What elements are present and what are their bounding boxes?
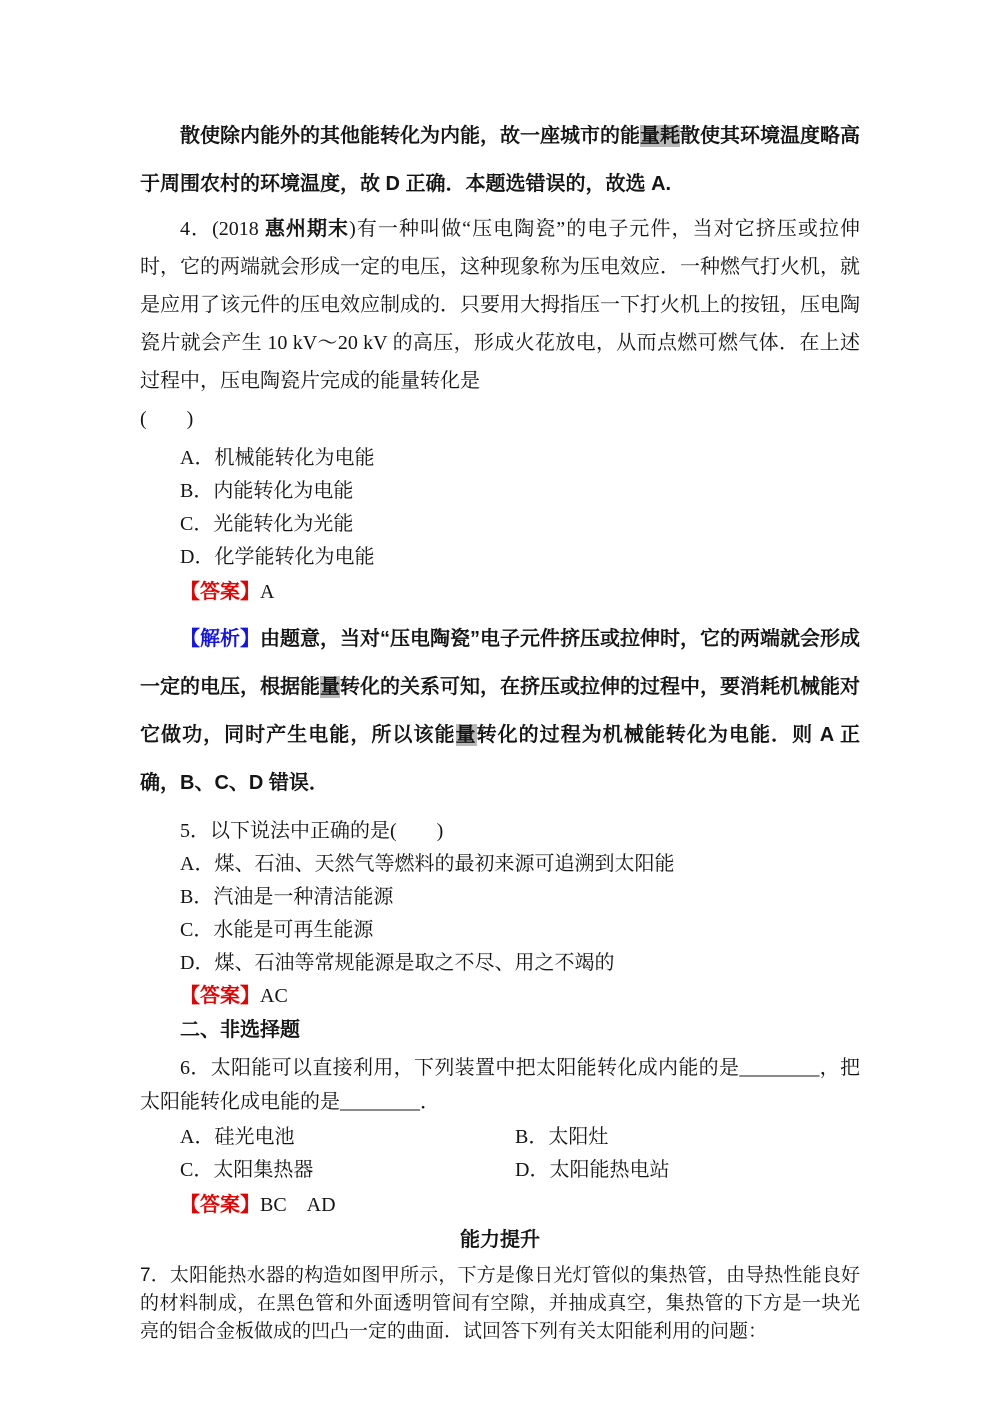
- question-4-source-prefix: (2018: [212, 218, 265, 240]
- question-6-option-b: B．太阳灶: [515, 1126, 609, 1148]
- question-6-option-d: D．太阳能热电站: [515, 1159, 670, 1181]
- question-5-option-a: A．煤、石油、天然气等燃料的最初来源可追溯到太阳能: [180, 853, 675, 875]
- question-4-option-d: D．化学能转化为电能: [180, 546, 375, 568]
- question-6-answer: [140, 1189, 860, 1222]
- question-5-option-d: D．煤、石油等常规能源是取之不尽、用之不竭的: [180, 952, 615, 974]
- question-6-options: [140, 1121, 860, 1187]
- question-4-answer-blank: ( ): [140, 408, 194, 430]
- analysis-text: 由题意，当对“压电陶瓷”电子元件挤压或拉伸时，它的两端就会形成一定的电压，根据能量转化的关系可知，在挤压或拉伸的过程中，要消耗机械能对它做功，同时产生电能，所以该能量转化的过程为机械能转化为电能．则 A 正确，B、C、D 错误．: [140, 628, 861, 794]
- question-4-answer: [140, 576, 860, 609]
- question-4-text: 有一种叫做“压电陶瓷”的电子元件，当对它挤压或拉伸时，它的两端就会形成一定的电压，这种现象称为压电效应．一种燃气打火机，就是应用了该元件的压电效应制成的．只要用大拇指压一下打火机上的按钮，压电陶瓷片就会产生 10 kV～20 kV 的高压，形成火花放电，从而点燃可燃气体．在上述过程中，压电陶瓷片完成的能量转化是: [140, 218, 861, 392]
- question-5-option-c: C．水能是可再生能源: [180, 919, 374, 941]
- question-5-option-b: B．汽油是一种清洁能源: [180, 886, 394, 908]
- answer-tag: 【答案】: [180, 1194, 260, 1216]
- answer-value: A: [260, 581, 275, 603]
- question-6-options-row-1: [140, 1121, 860, 1154]
- question-6-stem: 6．太阳能可以直接利用，下列装置中把太阳能转化成内能的是________，把太阳能转化成电能的是________．: [140, 1057, 860, 1113]
- answer-explanation-continued: 散使除内能外的其他能转化为内能，故一座城市的能量耗散使其环境温度略高于周围农村的环境温度，故 D 正确．本题选错误的，故选 A.: [140, 125, 860, 195]
- question-4-option-c: C．光能转化为光能: [180, 513, 354, 535]
- question-6-option-a: A．硅光电池: [180, 1126, 295, 1148]
- answer-value: AC: [260, 985, 288, 1007]
- question-4-options: [140, 442, 860, 574]
- question-5-options: [140, 848, 860, 980]
- analysis-tag: 【解析】: [180, 628, 260, 650]
- question-4-number: 4．: [180, 218, 213, 240]
- question-5-stem: 5．以下说法中正确的是( ): [180, 820, 444, 842]
- question-4-stem: [140, 210, 860, 400]
- answer-tag: 【答案】: [180, 581, 260, 603]
- question-6-option-c: C．太阳集热器: [180, 1159, 314, 1181]
- question-5-answer: [140, 980, 860, 1013]
- question-4-option-b: B．内能转化为电能: [180, 480, 354, 502]
- section-heading-non-choice: 二、非选择题: [180, 1019, 300, 1041]
- question-4-source: 惠州期末: [264, 218, 350, 240]
- section-heading-ability: 能力提升: [460, 1229, 540, 1251]
- question-7-stem: 7．太阳能热水器的构造如图甲所示，下方是像日光灯管似的集热管，由导热性能良好的材料制成，在黑色管和外面透明管间有空隙，并抽成真空，集热管的下方是一块光亮的铝合金板做成的凹凸一定的曲面．试回答下列有关太阳能利用的问题：: [140, 1265, 860, 1342]
- question-4-analysis: [140, 615, 860, 807]
- answer-tag: 【答案】: [180, 985, 260, 1007]
- question-6-options-row-2: [140, 1154, 860, 1187]
- answer-value: BC AD: [260, 1194, 336, 1216]
- question-4-source-suffix: ): [349, 218, 356, 240]
- question-4-option-a: A．机械能转化为电能: [180, 447, 375, 469]
